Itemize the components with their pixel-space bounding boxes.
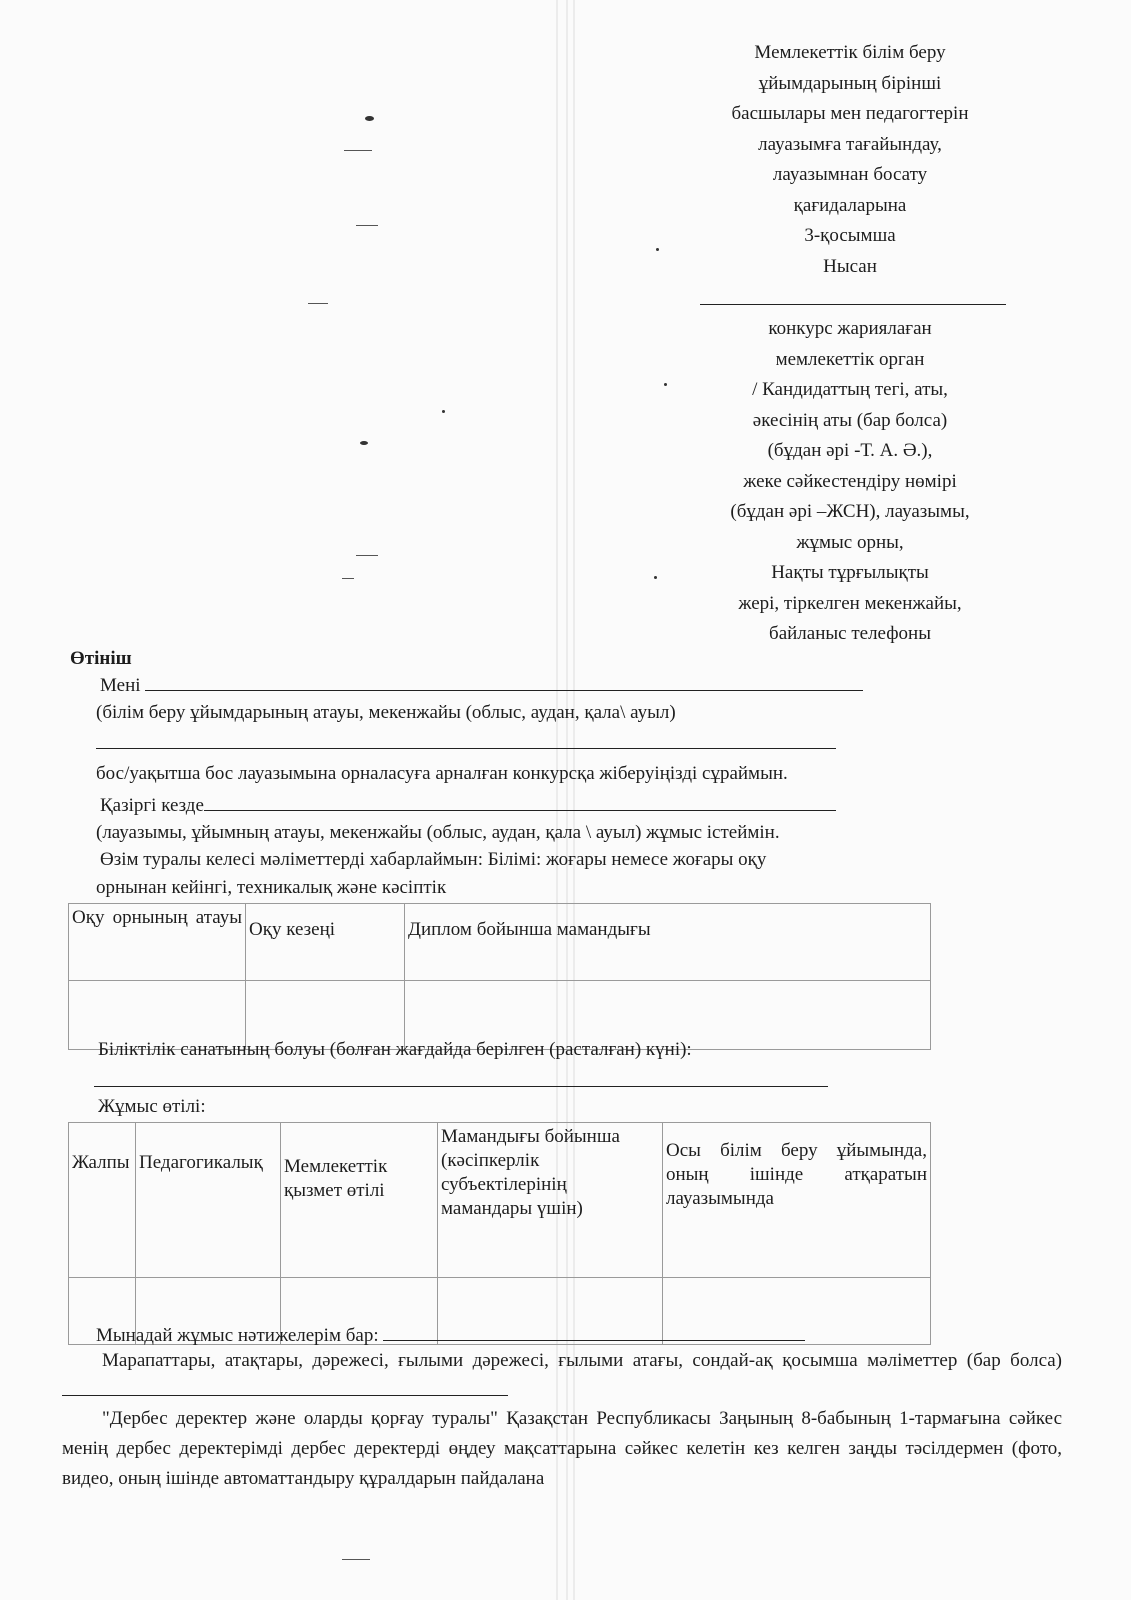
table-header-cell: Мамандығы бойынша (кәсіпкерлік субъектілерінің мамандары үшін) bbox=[438, 1123, 663, 1278]
address-line: (бұдан әрі –ЖСН), лауазымы, bbox=[730, 501, 970, 522]
scan-speck bbox=[344, 150, 372, 151]
table-header-row bbox=[69, 1123, 931, 1278]
results-row bbox=[96, 1322, 805, 1347]
consent-paragraph: "Дербес деректер және оларды қорғау туралы" Қазақстан Республикасы Заңының 8-бабының 1-тармағына сәйкес менің дербес деректерімді дербес деректерді өңдеу мақсаттарына сәйкес келетін кез келген заңды тәсілдермен (фото, видео, оның ішінде автоматтандыру құралдарын пайдалана bbox=[62, 1408, 1062, 1489]
current-label: Қазіргі кезде bbox=[100, 795, 204, 816]
addressee-blank-line[interactable] bbox=[700, 304, 1006, 305]
experience-table bbox=[68, 1122, 931, 1345]
appendix-header bbox=[690, 38, 1010, 282]
address-line: мемлекеттік орган bbox=[775, 348, 925, 370]
awards-text: Марапаттары, атақтары, дәрежесі, ғылыми дәрежесі, ғылыми атағы, сондай-ақ қосымша мәліметтер (бар болса) bbox=[102, 1350, 1062, 1371]
education-line: орнынан кейінгі, техникалық және кәсіптік bbox=[96, 877, 447, 898]
scan-speck bbox=[656, 248, 659, 251]
position-hint: (лауазымы, ұйымның атауы, мекенжайы (облыс, аудан, қала \ ауыл) жұмыс істеймін. bbox=[96, 822, 780, 843]
education-line: Өзім туралы келесі мәліметтерді хабарлаймын: Білімі: жоғары немесе жоғары оқу bbox=[100, 849, 767, 870]
qualification-field[interactable] bbox=[94, 1086, 828, 1087]
table-header-cell: Мемлекеттік қызмет өтілі bbox=[281, 1123, 438, 1278]
table-header-cell: Педагогикалық bbox=[136, 1123, 281, 1278]
current-position-row bbox=[100, 792, 836, 817]
address-block bbox=[690, 314, 1010, 650]
header-line: лауазымға тағайындау, bbox=[758, 133, 942, 155]
organization-name-field[interactable] bbox=[145, 672, 863, 691]
table-header-cell: Диплом бойынша мамандығы bbox=[405, 904, 931, 981]
address-line: жері, тіркелген мекенжайы, bbox=[738, 592, 962, 614]
header-line: Мемлекеттік білім беру bbox=[754, 42, 946, 63]
header-line: қағидаларына bbox=[793, 194, 907, 216]
address-line: жұмыс орны, bbox=[796, 531, 904, 553]
address-line: әкесінің аты (бар болса) bbox=[752, 409, 948, 431]
table-header-cell: Жалпы bbox=[69, 1123, 136, 1278]
header-line: ұйымдарының бірінші bbox=[758, 72, 942, 94]
header-line: басшылары мен педагогтерін bbox=[731, 103, 969, 124]
organization-address-field[interactable] bbox=[96, 748, 836, 749]
table-header-cell: Оқу кезеңі bbox=[246, 904, 405, 981]
request-text: бос/уақытша бос лауазымына орналасуға арналған конкурсқа жіберуіңізді сұраймын. bbox=[96, 763, 788, 784]
scan-speck bbox=[442, 410, 445, 413]
scan-speck bbox=[356, 555, 378, 556]
scan-speck bbox=[308, 303, 328, 304]
organization-hint: (білім беру ұйымдарының атауы, мекенжайы (облыс, аудан, қала\ ауыл) bbox=[96, 702, 676, 723]
experience-label: Жұмыс өтілі: bbox=[98, 1096, 206, 1117]
meni-label: Мені bbox=[100, 675, 141, 696]
scan-speck bbox=[360, 441, 368, 445]
meni-row bbox=[100, 672, 863, 697]
address-line: (бұдан әрі -Т. А. Ә.), bbox=[767, 440, 933, 461]
address-line: байланыс телефоны bbox=[769, 623, 931, 644]
address-line: / Кандидаттың тегі, аты, bbox=[752, 379, 948, 400]
address-line: конкурс жариялаған bbox=[768, 318, 932, 339]
education-table bbox=[68, 903, 931, 1050]
table-header-cell: Оқу орнының атауы bbox=[69, 904, 246, 981]
address-line: Нақты тұрғылықты bbox=[771, 562, 929, 583]
scan-speck bbox=[664, 383, 667, 386]
table-header-row bbox=[69, 904, 931, 981]
scan-speck bbox=[356, 225, 378, 226]
scan-speck bbox=[654, 576, 657, 579]
results-label: Мынадай жұмыс нәтижелерім бар: bbox=[96, 1325, 379, 1346]
results-field[interactable] bbox=[383, 1322, 805, 1341]
header-line: 3-қосымша bbox=[804, 225, 896, 246]
qualification-text: Біліктілік санатының болуы (болған жағдайда берілген (расталған) күні): bbox=[98, 1039, 692, 1060]
table-header-cell: Осы білім беру ұйымында, оның ішінде атқаратын лауазымында bbox=[663, 1123, 931, 1278]
scan-speck bbox=[365, 116, 374, 121]
address-line: жеке сәйкестендіру нөмірі bbox=[743, 470, 957, 492]
scan-speck bbox=[342, 1559, 370, 1560]
current-position-field[interactable] bbox=[204, 792, 836, 811]
document-title: Өтініш bbox=[70, 648, 132, 669]
header-line: лауазымнан босату bbox=[772, 164, 928, 185]
header-line: Нысан bbox=[823, 255, 877, 277]
awards-field[interactable] bbox=[62, 1377, 508, 1396]
awards-paragraph bbox=[62, 1346, 1062, 1406]
scan-speck bbox=[342, 578, 354, 579]
